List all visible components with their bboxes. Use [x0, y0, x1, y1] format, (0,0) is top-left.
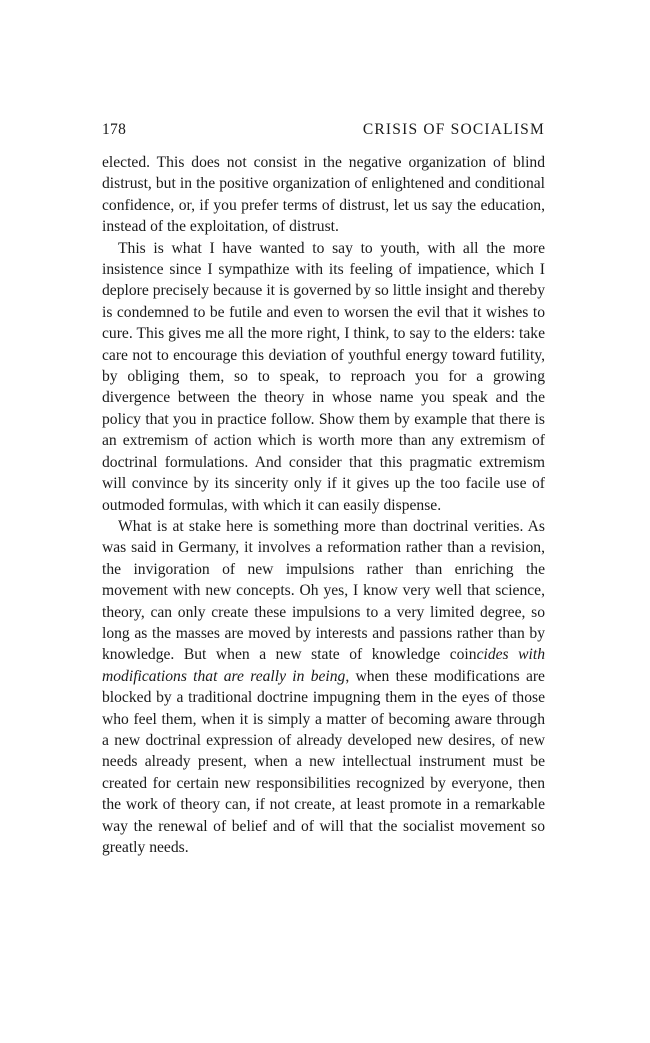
paragraph: This is what I have wanted to say to youth, with all the more insistence since I sympathize with its feeling of impatience, which I deplore precisely because it is governed by so little insight and thereby is condemned to be futile and even to worsen the evil that it wishes to cure. This gives me all the more right, I think, to say to the elders: take care not to encourage this deviation of youthful energy toward futility, by obliging them, so to speak, to reproach you for a growing divergence between the theory in whose name you speak and the policy that you in practice follow. Show them by example that there is an extremism of action which is worth more than any extremism of doctrinal formulations. And consider that this pragmatic extremism will convince by its sincerity only if it gives up the too facile use of outmoded formulas, with which it can easily dispense.: [102, 239, 545, 514]
paragraph-continued: elected. This does not consist in the negative organization of blind distrust, but in the positive organization of enlightened and conditional confidence, or, if you prefer terms of distrust, let us say the education, instead of the exploitation, of distrust.: [102, 154, 545, 236]
running-head: [102, 120, 545, 140]
book-page: [102, 120, 545, 858]
paragraph: [102, 516, 545, 859]
body-text: [102, 152, 545, 858]
running-title: CRISIS OF SOCIALISM: [362, 121, 545, 138]
italic-phrase: cides with modifications that are really in being: [102, 646, 545, 685]
paragraph-text-part: What is at stake here is something more than doctrinal verities. As was said in Germany, it involves a reformation rather than a revision, the invigoration of new impulsions rather than enriching the movement with new concepts. Oh yes, I know very well that science, theory, can only create these impulsions to a very limited degree, so long as the masses are moved by interests and passions rather than by knowledge. But when a new state of knowledge coin: [102, 517, 545, 664]
page-number: 178: [102, 121, 127, 138]
paragraph-text-part: , when these modifications are blocked by a traditional doctrine impugning them in the eyes of those who feel them, when it is simply a matter of becoming aware through a new doctrinal expression of already developed new desires, of new needs already present, when a new intellectual instrument must be created for certain new responsibilities recognized by everyone, then the work of theory can, if not create, at least promote in a remarkable way the renewal of belief and of will that the socialist movement so greatly needs.: [102, 667, 545, 856]
